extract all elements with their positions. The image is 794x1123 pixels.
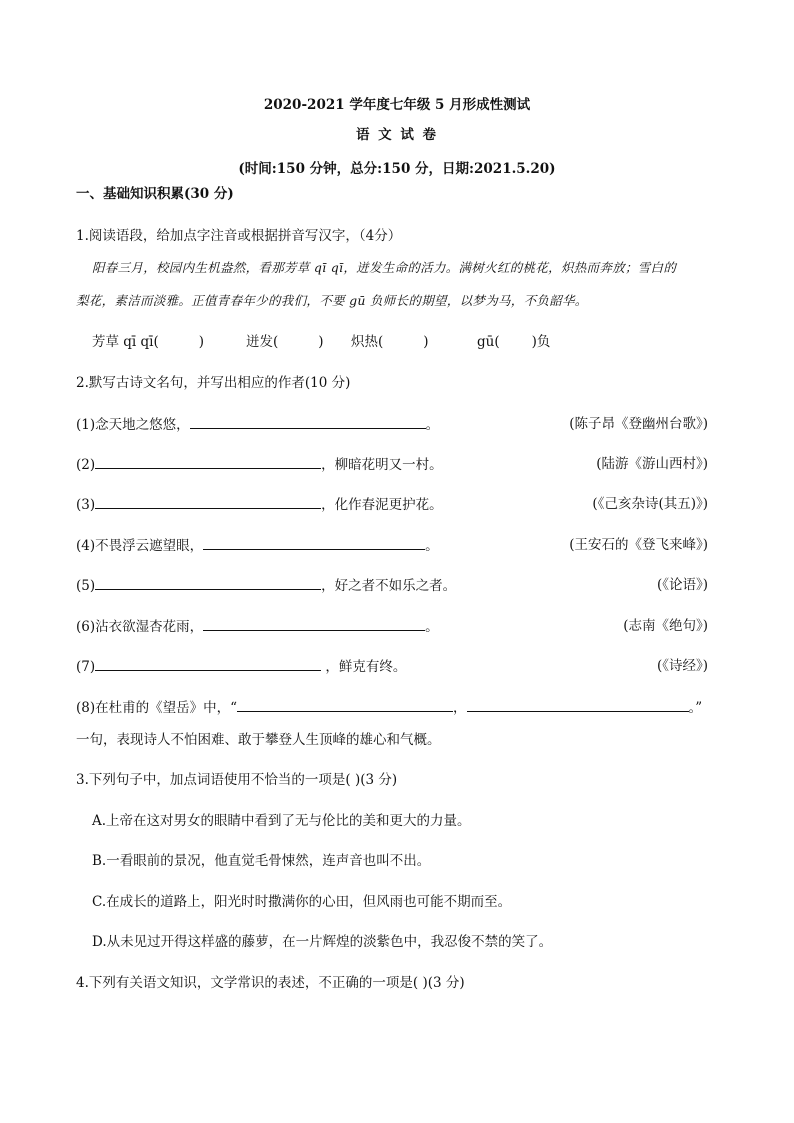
verse-text: ，化作春泥更护花。 xyxy=(321,497,443,513)
answer-close: )负 xyxy=(531,334,551,350)
verse-text: 。” xyxy=(688,700,703,716)
q2-source-4: (王安石的《登飞来峰》) xyxy=(569,537,708,553)
fill-blank[interactable] xyxy=(95,495,321,509)
q1-passage-line2: 梨花，素洁而淡雅。正值青春年少的我们，不要 gū 负师长的期望，以梦为马，不负韶华。 xyxy=(76,293,588,308)
verse-text: (1)念天地之悠悠， xyxy=(76,417,190,433)
verse-text: (6)沾衣欲湿杏花雨， xyxy=(76,619,204,635)
exam-subtitle: 语 文 试 卷 xyxy=(355,127,439,143)
q2-source-2: (陆游《游山西村》) xyxy=(596,456,708,472)
q2-item-2 xyxy=(76,455,443,474)
q1-answer-3 xyxy=(351,333,429,351)
fill-blank[interactable] xyxy=(95,455,321,469)
verse-text: (5) xyxy=(76,578,96,594)
answer-label: 迸发( xyxy=(246,334,279,350)
q2-source-3: (《己亥杂诗(其五)》) xyxy=(592,496,708,512)
verse-text: ，好之者不如乐之者。 xyxy=(321,578,457,594)
fill-blank[interactable] xyxy=(237,698,453,712)
q4-stem: 4.下列有关语文知识，文学常识的表述，不正确的一项是( )(3 分) xyxy=(76,975,465,991)
q2-source-1: (陈子昂《登幽州台歌》) xyxy=(569,416,708,432)
q1-answer-1 xyxy=(92,333,204,351)
q1-passage-line1: 阳春三月，校园内生机盎然，看那芳草 qī qī，迸发生命的活力。满树火红的桃花，炽热而奔放；雪白的 xyxy=(92,260,677,275)
q2-source-5: (《论语》) xyxy=(656,577,708,593)
q3-option-a[interactable]: A.上帝在这对男女的眼睛中看到了无与伦比的美和更大的力量。 xyxy=(92,813,471,829)
q2-item-1 xyxy=(76,415,439,434)
verse-text: (3) xyxy=(76,497,96,513)
q3-option-d[interactable]: D.从未见过开得这样盛的藤萝，在一片辉煌的淡紫色中，我忍俊不禁的笑了。 xyxy=(92,934,553,950)
q2-stem: 2.默写古诗文名句，并写出相应的作者(10 分) xyxy=(76,375,351,391)
exam-info: (时间:150 分钟，总分:150 分，日期:2021.5.20) xyxy=(238,161,556,177)
fill-blank[interactable] xyxy=(467,698,689,712)
verse-text: ， xyxy=(453,700,467,716)
verse-text: (7) xyxy=(76,659,96,675)
verse-text: 。 xyxy=(425,538,439,554)
exam-title: 2020-2021 学年度七年级 5 月形成性测试 xyxy=(263,97,531,113)
verse-text: (2) xyxy=(76,457,96,473)
answer-close: ) xyxy=(318,334,324,350)
q3-option-c[interactable]: C.在成长的道路上，阳光时时撒满你的心田，但风雨也可能不期而至。 xyxy=(92,894,512,910)
verse-text: 。 xyxy=(425,619,439,635)
q2-item-6 xyxy=(76,617,439,636)
q3-option-b[interactable]: B.一看眼前的景况，他直觉毛骨悚然，连声音也叫不出。 xyxy=(92,853,431,869)
q1-stem: 1.阅读语段，给加点字注音或根据拼音写汉字，（4分） xyxy=(76,228,402,244)
q2-item-3 xyxy=(76,495,443,514)
q1-answer-4 xyxy=(477,333,550,351)
q2-item-4 xyxy=(76,536,439,555)
section-heading: 一、基础知识积累(30 分) xyxy=(76,186,234,202)
verse-text: (8)在杜甫的《望岳》中，“ xyxy=(76,700,238,716)
fill-blank[interactable] xyxy=(203,536,425,550)
fill-blank[interactable] xyxy=(203,617,425,631)
fill-blank[interactable] xyxy=(190,415,426,429)
q2-source-6: (志南《绝句》) xyxy=(623,618,708,634)
fill-blank[interactable] xyxy=(95,576,321,590)
q2-item-8 xyxy=(76,698,702,717)
verse-text: (4)不畏浮云遮望眼， xyxy=(76,538,204,554)
q2-item-8-line2: 一句，表现诗人不怕困难、敢于攀登人生顶峰的雄心和气概。 xyxy=(76,732,441,748)
verse-text: ，柳暗花明又一村。 xyxy=(321,457,443,473)
q2-item-5 xyxy=(76,576,456,595)
answer-label: 芳草 qī qī( xyxy=(92,334,159,350)
answer-label: 炽热( xyxy=(351,334,384,350)
q2-item-7 xyxy=(76,657,406,676)
answer-label: gū( xyxy=(477,334,500,350)
fill-blank[interactable] xyxy=(95,657,321,671)
answer-close: ) xyxy=(198,334,205,350)
verse-text: 。 xyxy=(425,417,440,433)
q3-stem: 3.下列句子中，加点词语使用不恰当的一项是( )(3 分) xyxy=(76,772,398,788)
q2-source-7: (《诗经》) xyxy=(656,658,708,674)
verse-text: ，鲜克有终。 xyxy=(321,659,407,675)
q1-answer-2 xyxy=(246,333,324,351)
answer-close: ) xyxy=(423,334,429,350)
